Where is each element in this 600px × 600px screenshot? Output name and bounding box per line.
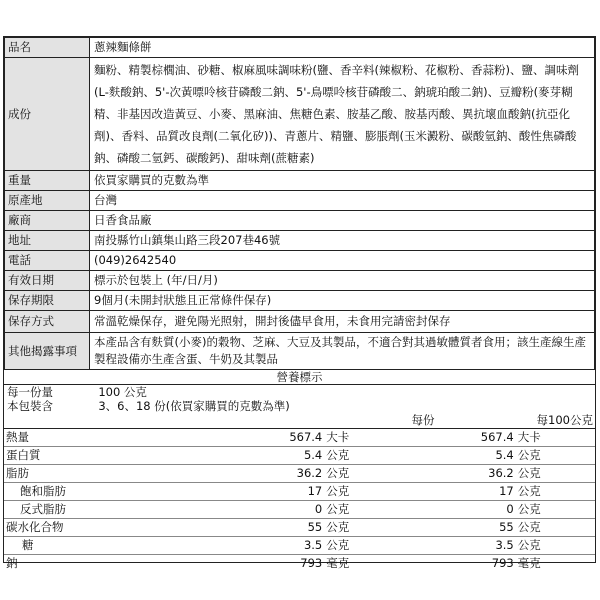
- label-shelf-life: 保存期限: [5, 291, 90, 311]
- label-manufacturer: 廠商: [5, 211, 90, 231]
- label-disclosure: 其他揭露事項: [5, 333, 90, 370]
- nutrient-name: 熱量: [6, 430, 29, 444]
- info-row-origin: [5, 191, 595, 211]
- per-serving-value: 567.4: [289, 430, 323, 444]
- info-row-shelf-life: [5, 291, 595, 311]
- value-disclosure: 本產品含有麩質(小麥)的穀物、芝麻、大豆及其製品，不適合對其過敏體質者食用；該生產線生產製程設備亦生產含蛋、牛奶及其製品: [90, 333, 595, 370]
- per-serving-value: 5.4: [212, 447, 324, 465]
- nutrition-row: [4, 537, 595, 555]
- label-address: 地址: [5, 231, 90, 251]
- per-100g-unit: 公克: [516, 447, 595, 465]
- value-expiry: 標示於包裝上 (年/日/月): [90, 271, 595, 291]
- per-100g-value: 55: [437, 519, 516, 537]
- per-100g-value: 567.4: [480, 430, 514, 444]
- nutrient-name: 蛋白質: [4, 447, 212, 465]
- per-100g-unit: 公克: [516, 483, 595, 501]
- label-storage: 保存方式: [5, 311, 90, 333]
- info-row-name: [5, 38, 595, 58]
- per-100g-value: 793: [437, 555, 516, 573]
- nutrition-row: [4, 429, 595, 447]
- info-row-manufacturer: [5, 211, 595, 231]
- info-row-disclosure: [5, 333, 595, 370]
- value-name: 蔥辣麵條餅: [90, 38, 595, 58]
- per-serving-value: 55: [212, 519, 324, 537]
- col-per-serving: 每份: [212, 413, 437, 429]
- per-serving-unit: 公克: [324, 483, 436, 501]
- col-per-100g: 每100公克: [437, 413, 596, 429]
- nutrition-row: [4, 501, 595, 519]
- serving-size-label: 每一份量: [7, 385, 53, 399]
- per-100g-unit: 毫克: [516, 555, 595, 573]
- per-serving-value: 793: [212, 555, 324, 573]
- per-100g-unit: 公克: [516, 537, 595, 555]
- label-ingredients: 成份: [5, 58, 90, 171]
- nutrition-row: [4, 519, 595, 537]
- per-100g-value: 36.2: [437, 465, 516, 483]
- label-weight: 重量: [5, 171, 90, 191]
- per-serving-value: 17: [212, 483, 324, 501]
- per-serving-unit: 公克: [324, 537, 436, 555]
- nutrient-name: 鈉: [4, 555, 212, 573]
- serving-size-value: 100 公克: [98, 385, 147, 399]
- per-100g-unit: 大卡: [517, 430, 541, 444]
- label-name: 品名: [5, 38, 90, 58]
- nutrition-row: [4, 555, 595, 573]
- pack-servings-line: [7, 399, 592, 413]
- info-row-address: [5, 231, 595, 251]
- per-100g-value: 3.5: [437, 537, 516, 555]
- per-serving-unit: 大卡: [326, 430, 350, 444]
- value-manufacturer: 日香食品廠: [90, 211, 595, 231]
- per-serving-value: 0: [212, 501, 324, 519]
- value-weight: 依買家購買的克數為準: [90, 171, 595, 191]
- serving-size-line: [7, 385, 592, 399]
- value-storage: 常溫乾燥保存，避免陽光照射，開封後儘早食用，未食用完請密封保存: [90, 311, 595, 333]
- nutrition-row: [4, 447, 595, 465]
- info-row-expiry: [5, 271, 595, 291]
- per-100g-value: 5.4: [437, 447, 516, 465]
- nutrient-name: 飽和脂肪: [4, 483, 212, 501]
- nutrient-name: 反式脂肪: [4, 501, 212, 519]
- value-phone: (049)2642540: [90, 251, 595, 271]
- nutrition-row: [4, 483, 595, 501]
- per-serving-unit: 公克: [324, 519, 436, 537]
- pack-servings-label: 本包裝含: [7, 399, 53, 413]
- nutrient-name: 碳水化合物: [4, 519, 212, 537]
- per-100g-value: 17: [437, 483, 516, 501]
- per-serving-value: 3.5: [212, 537, 324, 555]
- label-origin: 原產地: [5, 191, 90, 211]
- nutrition-row: [4, 465, 595, 483]
- nutrient-name: 脂肪: [4, 465, 212, 483]
- per-100g-unit: 公克: [516, 465, 595, 483]
- value-origin: 台灣: [90, 191, 595, 211]
- per-100g-value: 0: [437, 501, 516, 519]
- per-serving-unit: 毫克: [324, 555, 436, 573]
- per-100g-unit: 公克: [516, 501, 595, 519]
- per-serving-unit: 公克: [324, 447, 436, 465]
- pack-servings-value: 3、6、18 份(依買家購買的克數為準): [98, 399, 290, 413]
- label-expiry: 有效日期: [5, 271, 90, 291]
- info-row-weight: [5, 171, 595, 191]
- per-serving-value: 36.2: [212, 465, 324, 483]
- per-100g-unit: 公克: [516, 519, 595, 537]
- per-serving-unit: 公克: [324, 465, 436, 483]
- value-ingredients: 麵粉、精製棕櫚油、砂糖、椒麻風味調味粉(鹽、香辛料(辣椒粉、花椒粉、香蒜粉)、鹽、調味劑(L-麩酸鈉、5'-次黃嘌呤核苷磷酸二鈉、5'-鳥嘌呤核苷磷酸二、鈉琥珀酸二鈉)、豆瓣粉(麥芽糊精、非基因改造黃豆、小麥、黑麻油、焦糖色素、胺基乙酸、胺基丙酸、異抗壞血酸鈉(抗亞化劑)、香料、品質改良劑(二氧化矽))、青蔥片、精鹽、膨脹劑(玉米澱粉、碳酸氫鈉、酸性焦磷酸鈉、磷酸二氫鈣、碳酸鈣)、甜味劑(蔗糖素): [90, 58, 595, 171]
- nutrition-table: [4, 413, 595, 572]
- value-address: 南投縣竹山鎮集山路三段207巷46號: [90, 231, 595, 251]
- product-info-sheet: [3, 36, 596, 570]
- nutrient-name: 糖: [4, 537, 212, 555]
- per-serving-unit: 公克: [324, 501, 436, 519]
- product-info-table: [4, 37, 595, 370]
- value-shelf-life: 9個月(未開封狀態且正常條件保存): [90, 291, 595, 311]
- nutrition-header-row: [4, 413, 595, 429]
- nutrition-title: 營養標示: [4, 370, 595, 385]
- serving-info: [4, 385, 595, 413]
- info-row-storage: [5, 311, 595, 333]
- info-row-phone: [5, 251, 595, 271]
- label-phone: 電話: [5, 251, 90, 271]
- info-row-ingredients: [5, 58, 595, 171]
